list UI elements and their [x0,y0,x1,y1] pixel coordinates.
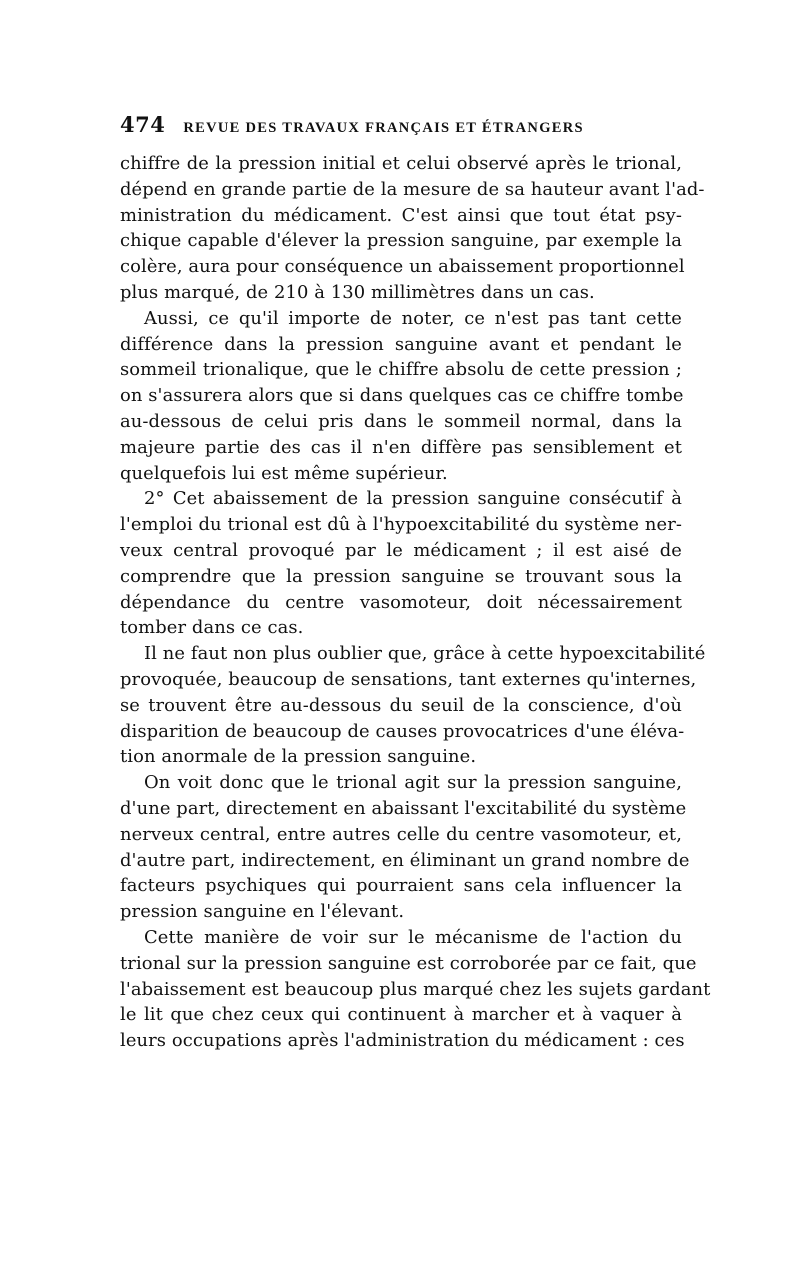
text-line: Aussi, ce qu'il importe de noter, ce n'est pas tant cette [144,307,682,329]
body-text [120,151,711,1054]
text-line: facteurs psychiques qui pourraient sans cela influencer la [120,875,682,897]
page-number: 474 [120,112,166,137]
text-line: se trouvent être au-dessous du seuil de la conscience, d'où [120,694,682,716]
text-line: disparition de beaucoup de causes provocatrices d'une éléva- [120,720,685,742]
text-line: sommeil trionalique, que le chiffre absolu de cette pression ; [120,359,682,381]
text-line: le lit que chez ceux qui continuent à marcher et à vaquer à [120,1004,682,1026]
page-header [120,112,682,142]
text-line: d'une part, directement en abaissant l'excitabilité du système [120,797,687,819]
text-line: tomber dans ce cas. [120,617,304,639]
text-line: colère, aura pour conséquence un abaissement proportionnel [120,256,685,278]
text-line: provoquée, beaucoup de sensations, tant externes qu'internes, [120,668,697,690]
text-line: nerveux central, entre autres celle du centre vasomoteur, et, [120,823,682,845]
text-line: leurs occupations après l'administration du médicament : ces [120,1030,685,1052]
text-line: chique capable d'élever la pression sanguine, par exemple la [120,230,682,252]
text-line: au-dessous de celui pris dans le sommeil normal, dans la [120,410,682,432]
text-line: l'abaissement est beaucoup plus marqué chez les sujets gardant [120,978,711,1000]
text-line: d'autre part, indirectement, en éliminant un grand nombre de [120,849,690,871]
text-line: On voit donc que le trional agit sur la pression sanguine, [144,772,682,794]
text-line: tion anormale de la pression sanguine. [120,746,477,768]
running-head: REVUE DES TRAVAUX FRANÇAIS ET ÉTRANGERS [183,120,584,136]
text-line: comprendre que la pression sanguine se trouvant sous la [120,565,682,587]
text-line: dépend en grande partie de la mesure de sa hauteur avant l'ad- [120,178,705,200]
text-line: ministration du médicament. C'est ainsi que tout état psy- [120,204,682,226]
text-line: l'emploi du trional est dû à l'hypoexcitabilité du système ner- [120,514,682,536]
text-line: Cette manière de voir sur le mécanisme de l'action du [144,926,682,948]
text-line: 2° Cet abaissement de la pression sanguine consécutif à [144,488,682,510]
text-line: quelquefois lui est même supérieur. [120,462,448,484]
text-line: chiffre de la pression initial et celui observé après le trional, [120,153,682,174]
text-line: on s'assurera alors que si dans quelques cas ce chiffre tombe [120,385,684,407]
text-line: trional sur la pression sanguine est corroborée par ce fait, que [120,952,697,974]
text-line: majeure partie des cas il n'en diffère pas sensiblement et [120,436,682,458]
text-line: plus marqué, de 210 à 130 millimètres dans un cas. [120,281,595,303]
text-line: dépendance du centre vasomoteur, doit nécessairement [120,591,682,613]
text-line: pression sanguine en l'élevant. [120,901,405,923]
text-line: Il ne faut non plus oublier que, grâce à cette hypoexcitabilité [144,643,706,665]
text-line: veux central provoqué par le médicament ; il est aisé de [120,539,682,561]
text-line: différence dans la pression sanguine avant et pendant le [120,333,682,355]
